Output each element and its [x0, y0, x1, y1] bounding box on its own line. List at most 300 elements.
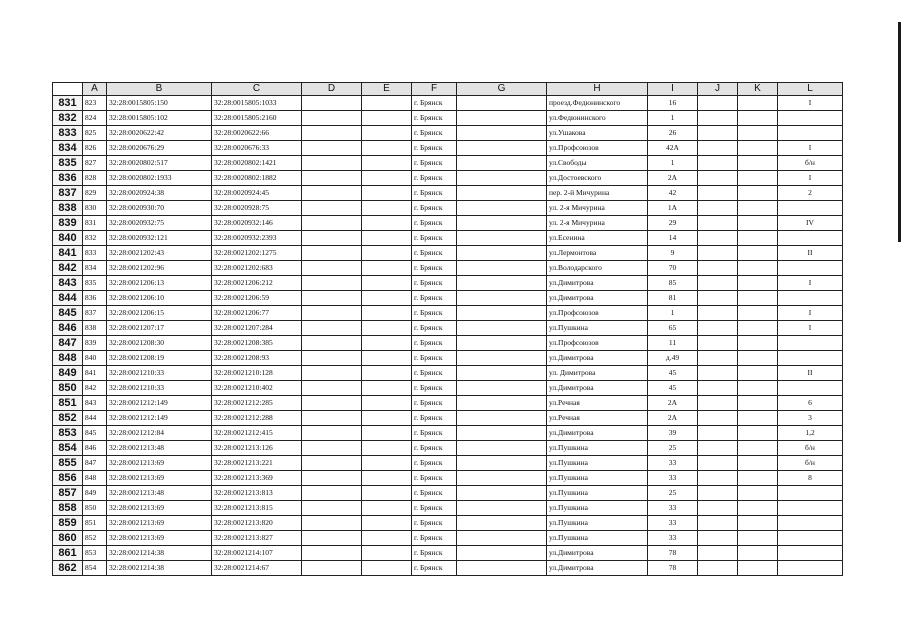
cell-c: 32:28:0021213:813 — [212, 486, 302, 501]
table-row — [53, 561, 843, 576]
cell-g — [457, 216, 547, 231]
row-number: 831 — [53, 96, 83, 111]
cell-g — [457, 426, 547, 441]
cell-d — [302, 96, 362, 111]
cell-f: г. Брянск — [412, 201, 457, 216]
cell-l: IV — [778, 216, 843, 231]
row-number: 862 — [53, 561, 83, 576]
cell-j — [698, 516, 738, 531]
cell-f: г. Брянск — [412, 546, 457, 561]
cell-e — [362, 261, 412, 276]
cell-c: 32:28:0021206:212 — [212, 276, 302, 291]
cell-i: 1А — [648, 201, 698, 216]
cell-e — [362, 111, 412, 126]
cell-c: 32:28:0021214:67 — [212, 561, 302, 576]
cell-a: 841 — [83, 366, 107, 381]
cell-d — [302, 186, 362, 201]
row-number: 842 — [53, 261, 83, 276]
cell-g — [457, 246, 547, 261]
cell-j — [698, 216, 738, 231]
cell-b: 32:28:0021213:69 — [107, 456, 212, 471]
cell-c: 32:28:0021212:285 — [212, 396, 302, 411]
cell-k — [738, 96, 778, 111]
cell-g — [457, 156, 547, 171]
cell-a: 827 — [83, 156, 107, 171]
cell-c: 32:28:0021207:284 — [212, 321, 302, 336]
cell-l: б/н — [778, 456, 843, 471]
cell-e — [362, 141, 412, 156]
cell-k — [738, 411, 778, 426]
row-number: 847 — [53, 336, 83, 351]
cell-b: 32:28:0021202:96 — [107, 261, 212, 276]
row-number: 859 — [53, 516, 83, 531]
cell-j — [698, 441, 738, 456]
cell-l — [778, 486, 843, 501]
cell-i: 42А — [648, 141, 698, 156]
row-number: 839 — [53, 216, 83, 231]
cell-j — [698, 411, 738, 426]
cell-d — [302, 126, 362, 141]
cell-i: 25 — [648, 441, 698, 456]
row-number: 835 — [53, 156, 83, 171]
cell-e — [362, 291, 412, 306]
cell-j — [698, 531, 738, 546]
cell-l: I — [778, 321, 843, 336]
cell-c: 32:28:0021210:402 — [212, 381, 302, 396]
cell-j — [698, 246, 738, 261]
cell-j — [698, 381, 738, 396]
cell-i: 85 — [648, 276, 698, 291]
cell-i: 65 — [648, 321, 698, 336]
cell-c: 32:28:0015805:2160 — [212, 111, 302, 126]
cell-k — [738, 531, 778, 546]
cell-d — [302, 516, 362, 531]
row-number: 858 — [53, 501, 83, 516]
cell-l — [778, 291, 843, 306]
row-number: 857 — [53, 486, 83, 501]
cell-l — [778, 201, 843, 216]
cell-i: 2А — [648, 396, 698, 411]
cell-b: 32:28:0021212:149 — [107, 411, 212, 426]
cell-b: 32:28:0020676:29 — [107, 141, 212, 156]
cell-a: 825 — [83, 126, 107, 141]
cell-k — [738, 276, 778, 291]
cell-b: 32:28:0021214:38 — [107, 561, 212, 576]
row-number: 832 — [53, 111, 83, 126]
cell-g — [457, 471, 547, 486]
cell-c: 32:28:0021202:1275 — [212, 246, 302, 261]
cell-g — [457, 111, 547, 126]
cell-g — [457, 186, 547, 201]
cell-h: ул.Пушкина — [547, 441, 648, 456]
cell-k — [738, 216, 778, 231]
cell-a: 829 — [83, 186, 107, 201]
table-row — [53, 336, 843, 351]
cell-h: ул.Речная — [547, 396, 648, 411]
data-table — [52, 82, 843, 576]
row-number: 840 — [53, 231, 83, 246]
cell-j — [698, 156, 738, 171]
cell-e — [362, 366, 412, 381]
cell-a: 837 — [83, 306, 107, 321]
table-row — [53, 396, 843, 411]
cell-l: 8 — [778, 471, 843, 486]
cell-k — [738, 306, 778, 321]
cell-d — [302, 156, 362, 171]
cell-c: 32:28:0020802:1882 — [212, 171, 302, 186]
cell-d — [302, 201, 362, 216]
cell-f: г. Брянск — [412, 186, 457, 201]
cell-l — [778, 126, 843, 141]
cell-b: 32:28:0021207:17 — [107, 321, 212, 336]
cell-b: 32:28:0021212:84 — [107, 426, 212, 441]
cell-f: г. Брянск — [412, 216, 457, 231]
cell-b: 32:28:0021213:48 — [107, 486, 212, 501]
cell-b: 32:28:0021213:69 — [107, 471, 212, 486]
table-row — [53, 171, 843, 186]
cell-e — [362, 561, 412, 576]
cell-b: 32:28:0021208:30 — [107, 336, 212, 351]
cell-a: 832 — [83, 231, 107, 246]
cell-h: ул.Лермонтова — [547, 246, 648, 261]
cell-a: 848 — [83, 471, 107, 486]
row-number: 841 — [53, 246, 83, 261]
cell-j — [698, 501, 738, 516]
cell-g — [457, 381, 547, 396]
cell-i: д.49 — [648, 351, 698, 366]
cell-e — [362, 306, 412, 321]
cell-h: проезд.Федюнинского — [547, 96, 648, 111]
table-row — [53, 276, 843, 291]
cell-h: ул. Димитрова — [547, 366, 648, 381]
column-header-a: A — [83, 83, 107, 96]
column-header-d: D — [302, 83, 362, 96]
cell-k — [738, 546, 778, 561]
cell-d — [302, 441, 362, 456]
cell-h: ул.Есенина — [547, 231, 648, 246]
cell-i: 42 — [648, 186, 698, 201]
cell-j — [698, 111, 738, 126]
cell-j — [698, 456, 738, 471]
cell-l — [778, 336, 843, 351]
cell-h: пер. 2-й Мичурина — [547, 186, 648, 201]
cell-k — [738, 261, 778, 276]
cell-i: 26 — [648, 126, 698, 141]
cell-l — [778, 516, 843, 531]
row-number: 855 — [53, 456, 83, 471]
cell-f: г. Брянск — [412, 516, 457, 531]
cell-f: г. Брянск — [412, 126, 457, 141]
cell-i: 1 — [648, 156, 698, 171]
cell-h: ул.Димитрова — [547, 351, 648, 366]
cell-h: ул.Димитрова — [547, 291, 648, 306]
table-row — [53, 501, 843, 516]
cell-e — [362, 336, 412, 351]
cell-c: 32:28:0021208:385 — [212, 336, 302, 351]
cell-a: 846 — [83, 441, 107, 456]
cell-g — [457, 336, 547, 351]
cell-k — [738, 471, 778, 486]
cell-h: ул.Речная — [547, 411, 648, 426]
cell-d — [302, 411, 362, 426]
cell-j — [698, 276, 738, 291]
cell-i: 33 — [648, 471, 698, 486]
table-row — [53, 201, 843, 216]
cell-c: 32:28:0021213:369 — [212, 471, 302, 486]
cell-d — [302, 306, 362, 321]
cell-d — [302, 351, 362, 366]
cell-l — [778, 111, 843, 126]
cell-i: 2А — [648, 411, 698, 426]
cell-c: 32:28:0020676:33 — [212, 141, 302, 156]
cell-b: 32:28:0021210:33 — [107, 366, 212, 381]
cell-l: б/н — [778, 156, 843, 171]
cell-e — [362, 216, 412, 231]
cell-k — [738, 231, 778, 246]
cell-b: 32:28:0020932:75 — [107, 216, 212, 231]
cell-h: ул.Пушкина — [547, 471, 648, 486]
cell-g — [457, 516, 547, 531]
cell-h: ул.Пушкина — [547, 456, 648, 471]
cell-c: 32:28:0021213:815 — [212, 501, 302, 516]
row-number: 856 — [53, 471, 83, 486]
cell-c: 32:28:0021210:128 — [212, 366, 302, 381]
cell-j — [698, 561, 738, 576]
cell-l: II — [778, 366, 843, 381]
cell-f: г. Брянск — [412, 351, 457, 366]
cell-f: г. Брянск — [412, 561, 457, 576]
cell-i: 29 — [648, 216, 698, 231]
cell-h: ул.Димитрова — [547, 561, 648, 576]
row-number: 844 — [53, 291, 83, 306]
cell-h: ул.Профсоюзов — [547, 141, 648, 156]
row-number: 843 — [53, 276, 83, 291]
cell-h: ул.Ушакова — [547, 126, 648, 141]
cell-k — [738, 426, 778, 441]
cell-k — [738, 141, 778, 156]
cell-f: г. Брянск — [412, 426, 457, 441]
cell-i: 1 — [648, 306, 698, 321]
row-number: 852 — [53, 411, 83, 426]
cell-d — [302, 561, 362, 576]
cell-h: ул.Володарского — [547, 261, 648, 276]
cell-e — [362, 321, 412, 336]
cell-l: II — [778, 246, 843, 261]
cell-l — [778, 351, 843, 366]
cell-i: 2А — [648, 171, 698, 186]
cell-g — [457, 171, 547, 186]
cell-e — [362, 546, 412, 561]
row-number: 851 — [53, 396, 83, 411]
cell-c: 32:28:0021213:126 — [212, 441, 302, 456]
cell-h: ул.Пушкина — [547, 531, 648, 546]
cell-i: 70 — [648, 261, 698, 276]
cell-j — [698, 291, 738, 306]
cell-e — [362, 171, 412, 186]
cell-g — [457, 306, 547, 321]
cell-b: 32:28:0021206:13 — [107, 276, 212, 291]
cell-d — [302, 501, 362, 516]
cell-e — [362, 351, 412, 366]
cell-k — [738, 456, 778, 471]
cell-b: 32:28:0021206:10 — [107, 291, 212, 306]
cell-l: 3 — [778, 411, 843, 426]
cell-d — [302, 366, 362, 381]
cell-e — [362, 426, 412, 441]
cell-d — [302, 111, 362, 126]
corner-cell — [53, 83, 83, 96]
cell-f: г. Брянск — [412, 306, 457, 321]
cell-i: 14 — [648, 231, 698, 246]
cell-j — [698, 141, 738, 156]
cell-g — [457, 231, 547, 246]
cell-g — [457, 291, 547, 306]
cell-c: 32:28:0021208:93 — [212, 351, 302, 366]
column-header-h: H — [547, 83, 648, 96]
cell-b: 32:28:0015805:102 — [107, 111, 212, 126]
cell-a: 843 — [83, 396, 107, 411]
cell-j — [698, 321, 738, 336]
cell-b: 32:28:0021213:69 — [107, 531, 212, 546]
column-header-b: B — [107, 83, 212, 96]
cell-g — [457, 141, 547, 156]
table-row — [53, 141, 843, 156]
cell-f: г. Брянск — [412, 411, 457, 426]
row-number: 845 — [53, 306, 83, 321]
cell-g — [457, 456, 547, 471]
cell-f: г. Брянск — [412, 321, 457, 336]
cell-i: 45 — [648, 381, 698, 396]
cell-f: г. Брянск — [412, 381, 457, 396]
cell-c: 32:28:0021213:827 — [212, 531, 302, 546]
cell-j — [698, 96, 738, 111]
cell-e — [362, 276, 412, 291]
cell-e — [362, 231, 412, 246]
cell-f: г. Брянск — [412, 471, 457, 486]
cell-j — [698, 201, 738, 216]
cell-d — [302, 396, 362, 411]
cell-b: 32:28:0021210:33 — [107, 381, 212, 396]
table-row — [53, 411, 843, 426]
row-number: 848 — [53, 351, 83, 366]
cell-j — [698, 171, 738, 186]
cell-a: 836 — [83, 291, 107, 306]
cell-e — [362, 441, 412, 456]
cell-k — [738, 561, 778, 576]
cell-k — [738, 321, 778, 336]
cell-k — [738, 441, 778, 456]
table-body — [53, 96, 843, 576]
table-row — [53, 261, 843, 276]
cell-h: ул.Пушкина — [547, 486, 648, 501]
cell-l — [778, 546, 843, 561]
cell-k — [738, 366, 778, 381]
cell-i: 81 — [648, 291, 698, 306]
cell-d — [302, 486, 362, 501]
table-row — [53, 516, 843, 531]
cell-g — [457, 411, 547, 426]
row-number: 861 — [53, 546, 83, 561]
cell-d — [302, 426, 362, 441]
cell-d — [302, 246, 362, 261]
cell-l: I — [778, 276, 843, 291]
cell-l: 1,2 — [778, 426, 843, 441]
table-row — [53, 216, 843, 231]
column-header-i: I — [648, 83, 698, 96]
cell-g — [457, 561, 547, 576]
cell-g — [457, 321, 547, 336]
cell-j — [698, 426, 738, 441]
cell-c: 32:28:0020932:2393 — [212, 231, 302, 246]
cell-c: 32:28:0015805:1033 — [212, 96, 302, 111]
row-number: 849 — [53, 366, 83, 381]
table-row — [53, 426, 843, 441]
cell-g — [457, 486, 547, 501]
cell-e — [362, 96, 412, 111]
cell-l — [778, 261, 843, 276]
cell-a: 828 — [83, 171, 107, 186]
cell-j — [698, 126, 738, 141]
cell-l: б/н — [778, 441, 843, 456]
cell-b: 32:28:0021213:69 — [107, 501, 212, 516]
cell-k — [738, 186, 778, 201]
cell-e — [362, 456, 412, 471]
cell-l: I — [778, 96, 843, 111]
cell-h: ул.Федюнинского — [547, 111, 648, 126]
cell-e — [362, 501, 412, 516]
cell-j — [698, 231, 738, 246]
cell-h: ул. 2-я Мичурина — [547, 216, 648, 231]
cell-h: ул.Пушкина — [547, 321, 648, 336]
cell-k — [738, 291, 778, 306]
cell-e — [362, 201, 412, 216]
cell-j — [698, 546, 738, 561]
cell-d — [302, 171, 362, 186]
cell-l: I — [778, 306, 843, 321]
cell-e — [362, 516, 412, 531]
cell-b: 32:28:0021208:19 — [107, 351, 212, 366]
cell-i: 33 — [648, 531, 698, 546]
cell-g — [457, 276, 547, 291]
row-number: 850 — [53, 381, 83, 396]
table-row — [53, 351, 843, 366]
cell-b: 32:28:0021212:149 — [107, 396, 212, 411]
cell-g — [457, 261, 547, 276]
cell-e — [362, 396, 412, 411]
cell-j — [698, 306, 738, 321]
cell-g — [457, 126, 547, 141]
table-row — [53, 456, 843, 471]
cell-g — [457, 396, 547, 411]
cell-f: г. Брянск — [412, 246, 457, 261]
cell-b: 32:28:0021213:48 — [107, 441, 212, 456]
cell-e — [362, 126, 412, 141]
cell-h: ул.Димитрова — [547, 276, 648, 291]
cell-e — [362, 186, 412, 201]
row-number: 833 — [53, 126, 83, 141]
cell-b: 32:28:0020802:1933 — [107, 171, 212, 186]
cell-b: 32:28:0021213:69 — [107, 516, 212, 531]
cell-g — [457, 501, 547, 516]
cell-c: 32:28:0020802:1421 — [212, 156, 302, 171]
cell-g — [457, 441, 547, 456]
table-row — [53, 291, 843, 306]
cell-i: 78 — [648, 561, 698, 576]
cell-a: 852 — [83, 531, 107, 546]
cell-k — [738, 336, 778, 351]
table-row — [53, 111, 843, 126]
table-row — [53, 156, 843, 171]
